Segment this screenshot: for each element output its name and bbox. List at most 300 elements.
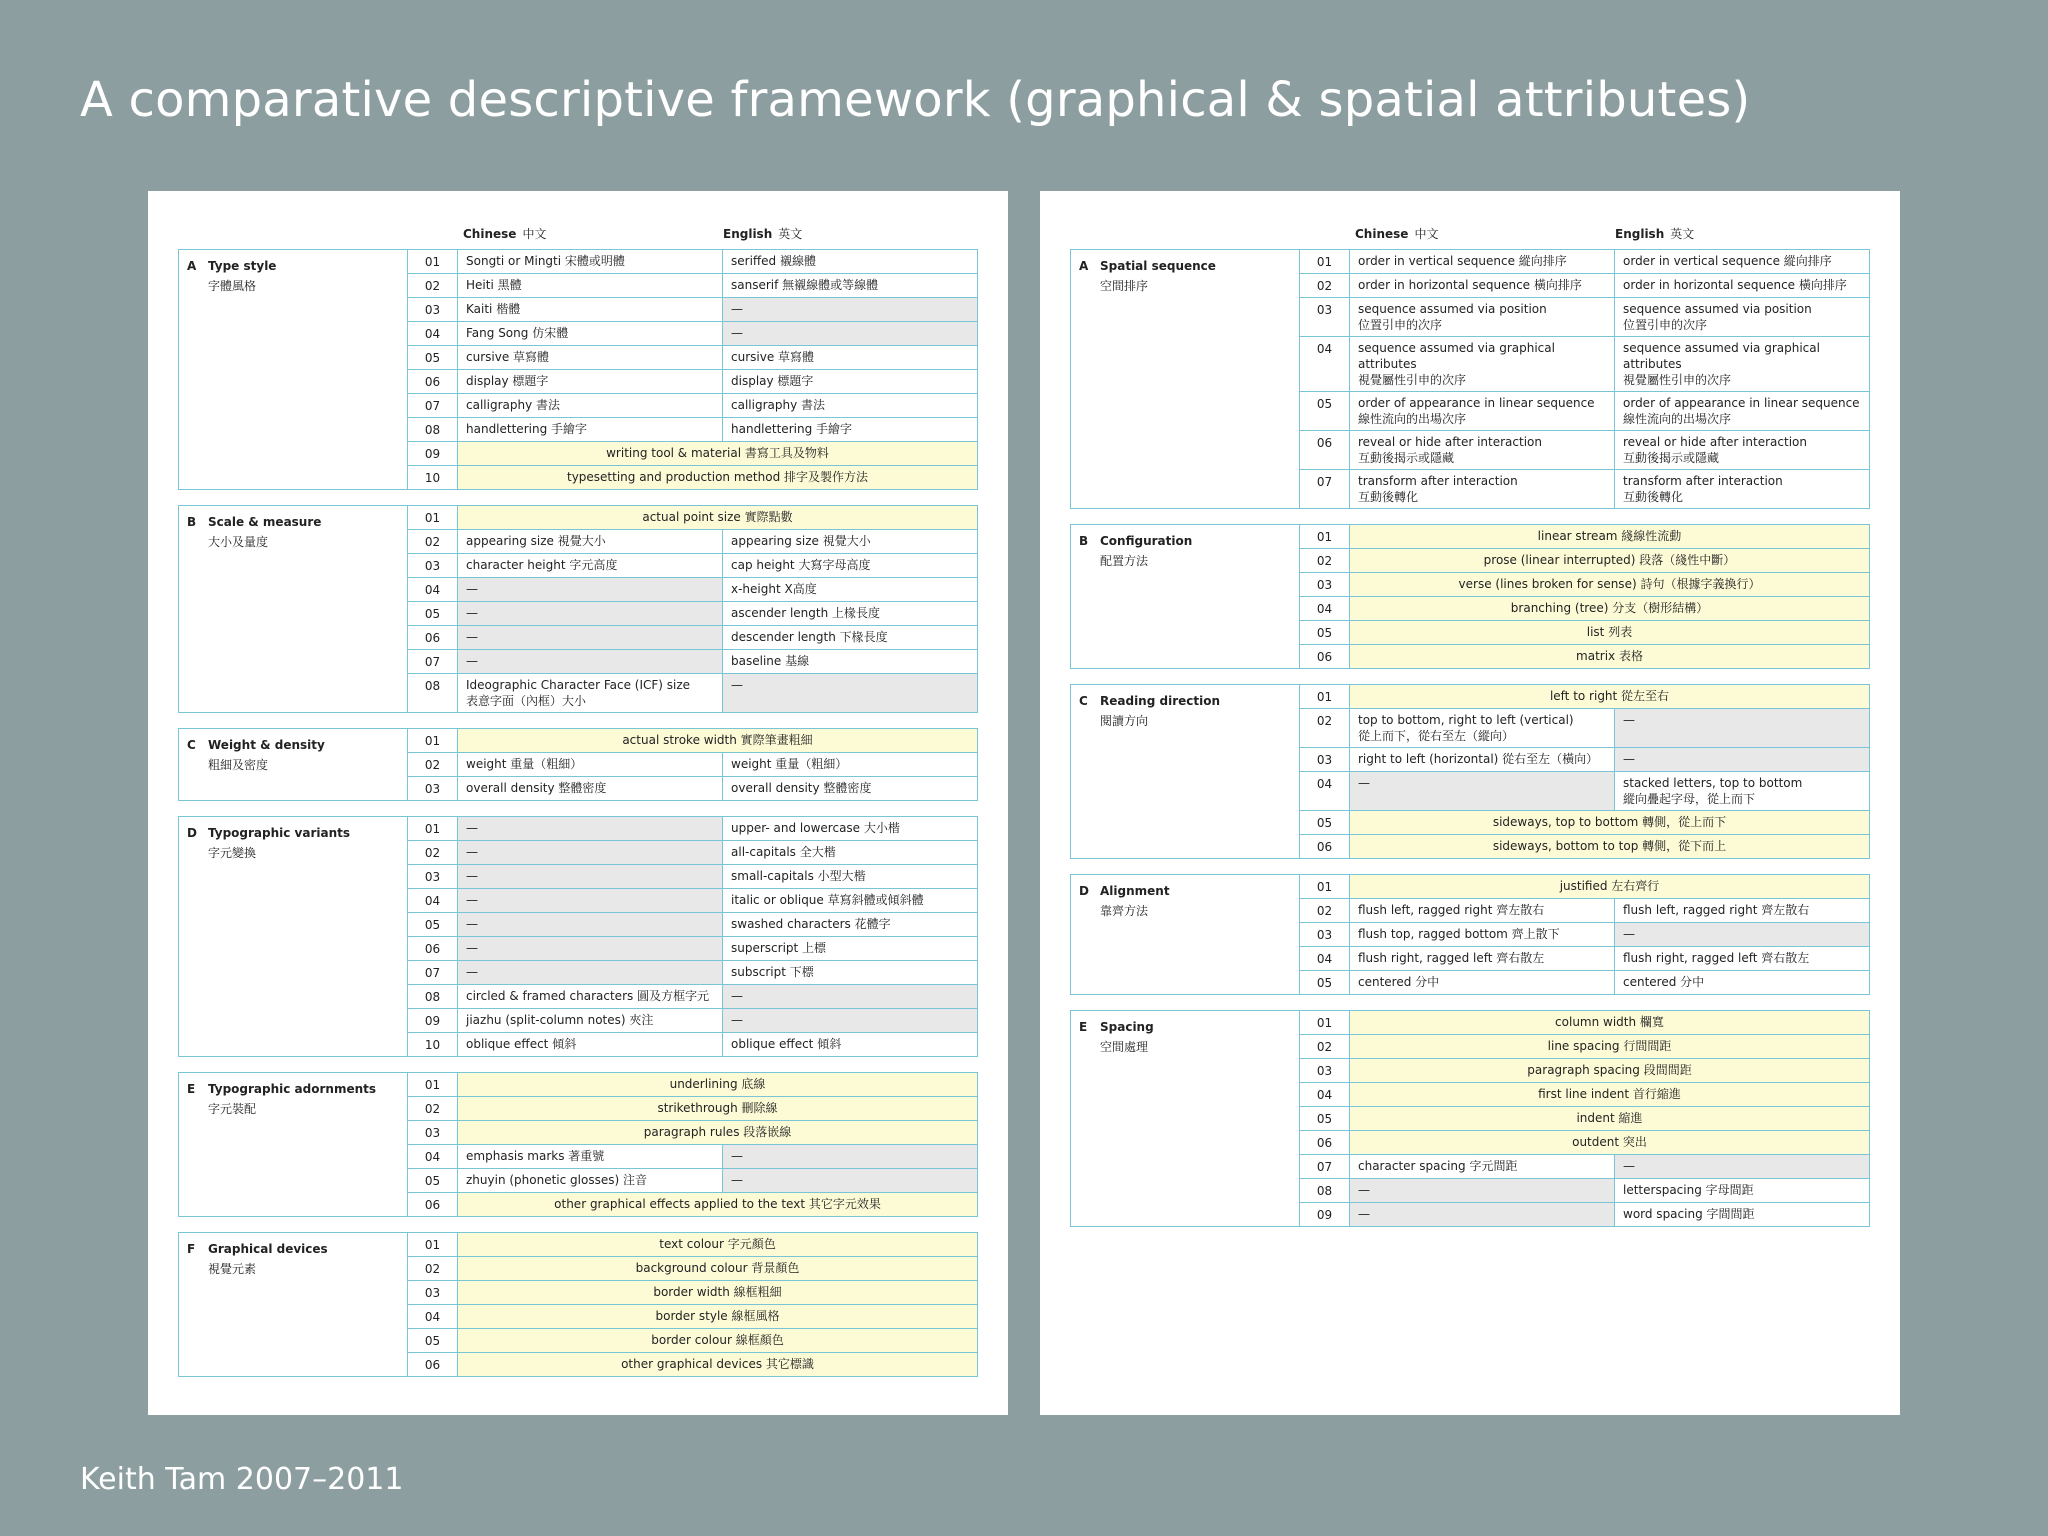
- chinese-cell: overall density 整體密度: [458, 777, 723, 800]
- section-title: Configuration: [1100, 534, 1193, 548]
- chinese-cell: transform after interaction 互動後轉化: [1350, 470, 1615, 508]
- row-number: 02: [408, 753, 458, 776]
- row-number: 01: [1300, 685, 1350, 708]
- table-row: [408, 729, 977, 753]
- chinese-cell: order of appearance in linear sequence 線性流向的出場次序: [1350, 392, 1615, 430]
- table-row: [1300, 470, 1869, 508]
- table-row: [1300, 621, 1869, 645]
- table-row: [1300, 1203, 1869, 1226]
- shared-cell: actual point size 實際點數: [458, 506, 977, 529]
- shared-cell: sideways, bottom to top 轉側，從下而上: [1350, 835, 1869, 858]
- framework-section: [178, 816, 978, 1057]
- table-row: [408, 1353, 977, 1376]
- row-number: 05: [1300, 621, 1350, 644]
- shared-cell: paragraph rules 段落嵌線: [458, 1121, 977, 1144]
- table-row: [408, 1121, 977, 1145]
- section-letter: F: [187, 1242, 196, 1256]
- table-row: [1300, 549, 1869, 573]
- shared-cell: other graphical devices 其它標識: [458, 1353, 977, 1376]
- chinese-cell: —: [458, 626, 723, 649]
- chinese-cell: display 標題字: [458, 370, 723, 393]
- table-row: [408, 1281, 977, 1305]
- row-number: 03: [408, 554, 458, 577]
- english-cell: all-capitals 全大楷: [731, 845, 836, 859]
- framework-section: [178, 249, 978, 490]
- row-number: 09: [408, 1009, 458, 1032]
- row-number: 01: [408, 1073, 458, 1096]
- english-cell: —: [723, 674, 977, 712]
- section-label: [179, 1073, 408, 1216]
- english-cell: superscript 上標: [731, 941, 827, 955]
- section-title-zh: 字元裝配: [208, 1102, 257, 1116]
- english-cell: —: [723, 1009, 977, 1032]
- table-row: [1300, 337, 1869, 392]
- table-row: [1300, 923, 1869, 947]
- row-number: 07: [1300, 1155, 1350, 1178]
- table-row: [1300, 875, 1869, 899]
- row-number: 06: [1300, 645, 1350, 668]
- chinese-cell: handlettering 手繪字: [458, 418, 723, 441]
- row-number: 05: [408, 346, 458, 369]
- row-number: 01: [1300, 1011, 1350, 1034]
- row-number: 02: [1300, 899, 1350, 922]
- section-title: Alignment: [1100, 884, 1170, 898]
- row-number: 04: [1300, 597, 1350, 620]
- row-number: 07: [408, 394, 458, 417]
- row-number: 09: [408, 442, 458, 465]
- table-row: [408, 961, 977, 985]
- table-row: [408, 1233, 977, 1257]
- table-row: [1300, 645, 1869, 668]
- table-row: [1300, 899, 1869, 923]
- english-cell: flush left, ragged right 齊左散右: [1623, 903, 1810, 917]
- row-number: 04: [1300, 947, 1350, 970]
- section-label: [1071, 875, 1300, 994]
- section-rows: [1300, 685, 1869, 858]
- shared-cell: prose (linear interrupted) 段落（綫性中斷）: [1350, 549, 1869, 572]
- section-label: [1071, 250, 1300, 508]
- section-letter: D: [1079, 884, 1089, 898]
- row-number: 05: [1300, 971, 1350, 994]
- table-row: [408, 1073, 977, 1097]
- row-number: 03: [408, 1121, 458, 1144]
- framework-section: [178, 1072, 978, 1217]
- section-letter: A: [187, 259, 197, 273]
- chinese-cell: —: [458, 602, 723, 625]
- section-rows: [408, 250, 977, 489]
- table-row: [408, 394, 977, 418]
- chinese-cell: centered 分中: [1350, 971, 1615, 994]
- chinese-cell: —: [458, 578, 723, 601]
- table-row: [408, 1033, 977, 1056]
- framework-section: [1070, 684, 1870, 859]
- section-letter: E: [1079, 1020, 1088, 1034]
- shared-cell: typesetting and production method 排字及製作方法: [458, 466, 977, 489]
- table-row: [1300, 971, 1869, 994]
- table-row: [1300, 1083, 1869, 1107]
- row-number: 01: [408, 729, 458, 752]
- row-number: 08: [408, 674, 458, 712]
- row-number: 08: [408, 985, 458, 1008]
- table-row: [1300, 1107, 1869, 1131]
- shared-cell: actual stroke width 實際筆畫粗細: [458, 729, 977, 752]
- table-row: [408, 674, 977, 712]
- section-letter: A: [1079, 259, 1089, 273]
- section-title: Graphical devices: [208, 1242, 328, 1256]
- row-number: 04: [408, 322, 458, 345]
- chinese-cell: —: [1350, 1179, 1615, 1202]
- shared-cell: background colour 背景顏色: [458, 1257, 977, 1280]
- row-number: 10: [408, 1033, 458, 1056]
- row-number: 08: [408, 418, 458, 441]
- table-row: [408, 418, 977, 442]
- english-cell: cursive 草寫體: [731, 350, 815, 364]
- row-number: 06: [408, 1193, 458, 1216]
- english-cell: —: [723, 1145, 977, 1168]
- row-number: 04: [408, 1145, 458, 1168]
- section-title-zh: 視覺元素: [208, 1262, 257, 1276]
- row-number: 02: [1300, 1035, 1350, 1058]
- chinese-cell: Fang Song 仿宋體: [458, 322, 723, 345]
- shared-cell: paragraph spacing 段間間距: [1350, 1059, 1869, 1082]
- table-row: [408, 530, 977, 554]
- table-row: [1300, 1059, 1869, 1083]
- row-number: 09: [1300, 1203, 1350, 1226]
- english-cell: centered 分中: [1623, 975, 1705, 989]
- section-label: [1071, 1011, 1300, 1226]
- row-number: 04: [1300, 337, 1350, 391]
- english-cell: —: [723, 298, 977, 321]
- row-number: 05: [408, 913, 458, 936]
- shared-cell: writing tool & material 書寫工具及物料: [458, 442, 977, 465]
- table-row: [408, 937, 977, 961]
- english-cell: transform after interaction 互動後轉化: [1623, 474, 1783, 504]
- chinese-cell: —: [1350, 772, 1615, 810]
- section-label: [179, 250, 408, 489]
- table-row: [408, 626, 977, 650]
- table-row: [1300, 250, 1869, 274]
- section-title-zh: 粗細及密度: [208, 758, 269, 772]
- table-row: [1300, 298, 1869, 337]
- section-letter: E: [187, 1082, 196, 1096]
- section-title-zh: 空間處理: [1100, 1040, 1149, 1054]
- shared-cell: linear stream 綫線性流動: [1350, 525, 1869, 548]
- chinese-cell: —: [458, 961, 723, 984]
- section-title-zh: 大小及量度: [208, 535, 269, 549]
- table-row: [1300, 1011, 1869, 1035]
- english-cell: —: [1615, 1155, 1869, 1178]
- shared-cell: left to right 從左至右: [1350, 685, 1869, 708]
- section-title: Weight & density: [208, 738, 325, 752]
- framework-section: [1070, 524, 1870, 669]
- table-row: [408, 865, 977, 889]
- table-row: [408, 554, 977, 578]
- table-row: [1300, 1155, 1869, 1179]
- section-label: [179, 817, 408, 1056]
- chinese-cell: appearing size 視覺大小: [458, 530, 723, 553]
- table-row: [408, 466, 977, 489]
- shared-cell: verse (lines broken for sense) 詩句（根據字義換行）: [1350, 573, 1869, 596]
- english-cell: overall density 整體密度: [731, 781, 872, 795]
- framework-section: [178, 728, 978, 801]
- row-number: 02: [408, 841, 458, 864]
- row-number: 03: [408, 298, 458, 321]
- table-row: [1300, 748, 1869, 772]
- row-number: 03: [1300, 573, 1350, 596]
- shared-cell: border colour 線框顏色: [458, 1329, 977, 1352]
- chinese-cell: top to bottom, right to left (vertical) 從上而下，從右至左（縱向）: [1350, 709, 1615, 747]
- chinese-cell: flush left, ragged right 齊左散右: [1350, 899, 1615, 922]
- row-number: 01: [408, 1233, 458, 1256]
- row-number: 03: [1300, 923, 1350, 946]
- shared-cell: border style 線框風格: [458, 1305, 977, 1328]
- english-cell: weight 重量（粗細）: [731, 757, 848, 771]
- english-cell: flush right, ragged left 齊右散左: [1623, 951, 1810, 965]
- chinese-cell: flush top, ragged bottom 齊上散下: [1350, 923, 1615, 946]
- table-row: [408, 889, 977, 913]
- table-row: [1300, 811, 1869, 835]
- chinese-cell: circled & framed characters 圓及方框字元: [458, 985, 723, 1008]
- section-letter: C: [1079, 694, 1088, 708]
- english-cell: appearing size 視覺大小: [731, 534, 871, 548]
- shared-cell: text colour 字元顏色: [458, 1233, 977, 1256]
- table-row: [408, 817, 977, 841]
- section-rows: [408, 1233, 977, 1376]
- english-cell: small-capitals 小型大楷: [731, 869, 866, 883]
- table-row: [408, 1257, 977, 1281]
- framework-section: [1070, 249, 1870, 509]
- english-cell: x-height X高度: [731, 582, 817, 596]
- row-number: 04: [408, 889, 458, 912]
- table-row: [408, 250, 977, 274]
- english-cell: handlettering 手繪字: [731, 422, 852, 436]
- english-cell: swashed characters 花體字: [731, 917, 891, 931]
- chinese-cell: Ideographic Character Face (ICF) size 表意字面（內框）大小: [458, 674, 723, 712]
- english-cell: order in vertical sequence 縱向排序: [1623, 254, 1832, 268]
- chinese-cell: —: [458, 841, 723, 864]
- section-letter: B: [1079, 534, 1089, 548]
- row-number: 06: [1300, 1131, 1350, 1154]
- shared-cell: justified 左右齊行: [1350, 875, 1869, 898]
- table-row: [408, 1097, 977, 1121]
- section-title: Type style: [208, 259, 277, 273]
- chinese-cell: —: [458, 817, 723, 840]
- shared-cell: list 列表: [1350, 621, 1869, 644]
- shared-cell: border width 線框粗細: [458, 1281, 977, 1304]
- table-row: [1300, 392, 1869, 431]
- row-number: 01: [408, 817, 458, 840]
- section-label: [1071, 525, 1300, 668]
- table-row: [1300, 1179, 1869, 1203]
- english-cell: oblique effect 傾斜: [731, 1037, 842, 1051]
- chinese-cell: calligraphy 書法: [458, 394, 723, 417]
- table-row: [1300, 1035, 1869, 1059]
- english-cell: descender length 下椽長度: [731, 630, 888, 644]
- table-row: [1300, 947, 1869, 971]
- shared-cell: column width 欄寬: [1350, 1011, 1869, 1034]
- chinese-cell: Kaiti 楷體: [458, 298, 723, 321]
- table-row: [408, 1193, 977, 1216]
- chinese-cell: right to left (horizontal) 從右至左（橫向）: [1350, 748, 1615, 771]
- section-label: [1071, 685, 1300, 858]
- row-number: 01: [1300, 875, 1350, 898]
- chinese-cell: sequence assumed via graphical attributes 視覺屬性引申的次序: [1350, 337, 1615, 391]
- row-number: 05: [1300, 1107, 1350, 1130]
- framework-section: [1070, 1010, 1870, 1227]
- shared-cell: strikethrough 刪除線: [458, 1097, 977, 1120]
- english-cell: word spacing 字間間距: [1623, 1207, 1755, 1221]
- shared-cell: branching (tree) 分支（樹形結構）: [1350, 597, 1869, 620]
- english-cell: subscript 下標: [731, 965, 814, 979]
- shared-cell: first line indent 首行縮進: [1350, 1083, 1869, 1106]
- row-number: 05: [408, 602, 458, 625]
- chinese-cell: flush right, ragged left 齊右散左: [1350, 947, 1615, 970]
- section-title: Typographic adornments: [208, 1082, 377, 1096]
- table-row: [408, 442, 977, 466]
- table-row: [408, 777, 977, 800]
- row-number: 02: [1300, 709, 1350, 747]
- english-column-header: English 英文: [723, 227, 803, 241]
- row-number: 04: [1300, 772, 1350, 810]
- chinese-cell: character spacing 字元間距: [1350, 1155, 1615, 1178]
- table-row: [408, 1145, 977, 1169]
- table-row: [408, 506, 977, 530]
- english-cell: baseline 基線: [731, 654, 810, 668]
- table-row: [408, 1305, 977, 1329]
- row-number: 01: [1300, 525, 1350, 548]
- table-row: [408, 1329, 977, 1353]
- left-page: [148, 191, 1008, 1415]
- section-title-zh: 靠齊方法: [1100, 904, 1149, 918]
- right-page: [1040, 191, 1900, 1415]
- section-rows: [408, 729, 977, 800]
- row-number: 04: [408, 578, 458, 601]
- chinese-cell: emphasis marks 著重號: [458, 1145, 723, 1168]
- table-row: [408, 753, 977, 777]
- shared-cell: outdent 突出: [1350, 1131, 1869, 1154]
- chinese-cell: jiazhu (split-column notes) 夾注: [458, 1009, 723, 1032]
- table-row: [1300, 431, 1869, 470]
- row-number: 02: [408, 274, 458, 297]
- english-cell: order in horizontal sequence 橫向排序: [1623, 278, 1847, 292]
- chinese-cell: sequence assumed via position 位置引申的次序: [1350, 298, 1615, 336]
- table-row: [1300, 597, 1869, 621]
- row-number: 07: [408, 650, 458, 673]
- english-cell: —: [1615, 748, 1869, 771]
- english-cell: cap height 大寫字母高度: [731, 558, 871, 572]
- chinese-cell: reveal or hide after interaction 互動後揭示或隱藏: [1350, 431, 1615, 469]
- table-row: [1300, 835, 1869, 858]
- row-number: 02: [1300, 549, 1350, 572]
- column-headers: [178, 219, 978, 249]
- table-row: [1300, 525, 1869, 549]
- section-title-zh: 閱讀方向: [1100, 714, 1149, 728]
- english-cell: sequence assumed via position 位置引申的次序: [1623, 302, 1812, 332]
- row-number: 02: [1300, 274, 1350, 297]
- section-label: [179, 1233, 408, 1376]
- row-number: 02: [408, 530, 458, 553]
- english-cell: upper- and lowercase 大小楷: [731, 821, 900, 835]
- table-row: [1300, 274, 1869, 298]
- chinese-cell: character height 字元高度: [458, 554, 723, 577]
- row-number: 05: [408, 1169, 458, 1192]
- table-row: [1300, 772, 1869, 811]
- english-cell: seriffed 襯線體: [731, 254, 816, 268]
- chinese-column-header: Chinese 中文: [463, 227, 547, 241]
- row-number: 06: [408, 370, 458, 393]
- row-number: 06: [408, 626, 458, 649]
- row-number: 05: [1300, 811, 1350, 834]
- table-row: [408, 913, 977, 937]
- chinese-cell: —: [458, 650, 723, 673]
- table-row: [408, 370, 977, 394]
- framework-section: [178, 505, 978, 713]
- section-rows: [408, 817, 977, 1056]
- row-number: 03: [1300, 1059, 1350, 1082]
- slide-title: A comparative descriptive framework (graphical & spatial attributes): [80, 72, 1751, 128]
- column-headers: [1070, 219, 1870, 249]
- table-row: [408, 274, 977, 298]
- section-title-zh: 字元變換: [208, 846, 257, 860]
- chinese-cell: —: [458, 937, 723, 960]
- shared-cell: indent 縮進: [1350, 1107, 1869, 1130]
- english-cell: —: [1615, 709, 1869, 747]
- shared-cell: other graphical effects applied to the text 其它字元效果: [458, 1193, 977, 1216]
- shared-cell: underlining 底線: [458, 1073, 977, 1096]
- english-cell: calligraphy 書法: [731, 398, 825, 412]
- row-number: 03: [1300, 748, 1350, 771]
- chinese-cell: order in horizontal sequence 橫向排序: [1350, 274, 1615, 297]
- table-row: [1300, 573, 1869, 597]
- chinese-cell: Songti or Mingti 宋體或明體: [458, 250, 723, 273]
- chinese-cell: —: [458, 865, 723, 888]
- row-number: 06: [408, 937, 458, 960]
- table-row: [1300, 1131, 1869, 1155]
- english-column-header: English 英文: [1615, 227, 1695, 241]
- table-row: [408, 1009, 977, 1033]
- chinese-cell: order in vertical sequence 縱向排序: [1350, 250, 1615, 273]
- english-cell: italic or oblique 草寫斜體或傾斜體: [731, 893, 924, 907]
- row-number: 05: [1300, 392, 1350, 430]
- row-number: 03: [408, 1281, 458, 1304]
- row-number: 02: [408, 1097, 458, 1120]
- section-title: Reading direction: [1100, 694, 1220, 708]
- row-number: 05: [408, 1329, 458, 1352]
- framework-section: [178, 1232, 978, 1377]
- section-label: [179, 729, 408, 800]
- chinese-cell: Heiti 黑體: [458, 274, 723, 297]
- table-row: [408, 298, 977, 322]
- english-cell: sanserif 無襯線體或等線體: [731, 278, 879, 292]
- chinese-cell: cursive 草寫體: [458, 346, 723, 369]
- row-number: 06: [1300, 431, 1350, 469]
- row-number: 04: [1300, 1083, 1350, 1106]
- english-cell: letterspacing 字母間距: [1623, 1183, 1754, 1197]
- section-title-zh: 空間排序: [1100, 279, 1149, 293]
- row-number: 04: [408, 1305, 458, 1328]
- table-row: [408, 841, 977, 865]
- table-row: [408, 578, 977, 602]
- section-title-zh: 配置方法: [1100, 554, 1149, 568]
- section-rows: [1300, 1011, 1869, 1226]
- row-number: 01: [1300, 250, 1350, 273]
- table-row: [408, 650, 977, 674]
- english-cell: ascender length 上椽長度: [731, 606, 881, 620]
- shared-cell: line spacing 行間間距: [1350, 1035, 1869, 1058]
- section-title: Spatial sequence: [1100, 259, 1216, 273]
- chinese-cell: oblique effect 傾斜: [458, 1033, 723, 1056]
- section-letter: D: [187, 826, 197, 840]
